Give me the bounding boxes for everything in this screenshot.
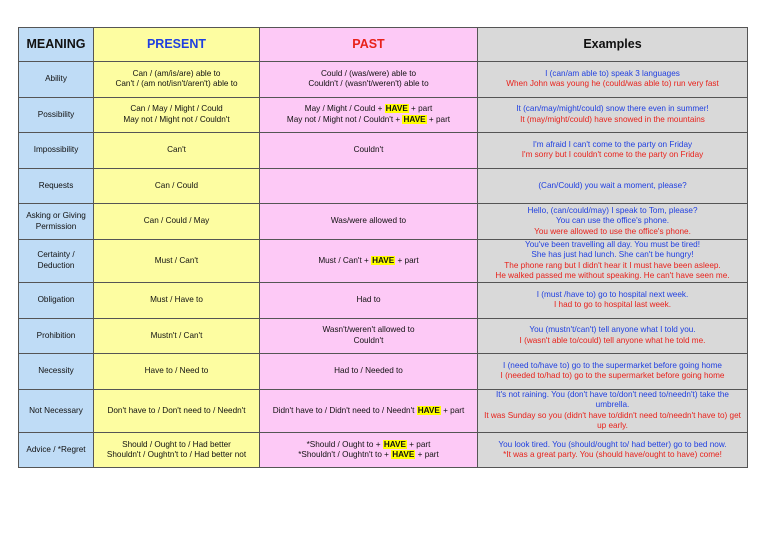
formula-text: May not / Might not / Couldn't +	[286, 114, 403, 124]
examples-cell	[478, 62, 748, 98]
formula-text: + part	[406, 439, 431, 449]
cell-line: Asking or Giving	[26, 211, 86, 221]
formula-text: Must / Can't +	[318, 255, 372, 265]
cell-line: Was/were allowed to	[330, 216, 407, 226]
present-cell	[94, 168, 260, 204]
past-cell	[260, 239, 478, 282]
cell-line: You look tired. You (should/ought to/ had better) go to bed now.	[498, 439, 727, 449]
examples-cell	[478, 354, 748, 390]
cell-line: Have to / Need to	[144, 366, 209, 376]
present-cell	[94, 133, 260, 169]
past-cell	[260, 282, 478, 318]
cell-line: It was Sunday so you (didn't have to/didn't need to/needn't have to) get up early.	[484, 410, 741, 431]
past-cell	[260, 133, 478, 169]
present-cell	[94, 432, 260, 468]
cell-line: Impossibility	[33, 145, 79, 155]
examples-cell	[478, 204, 748, 240]
header-row	[19, 28, 748, 62]
cell-line: Prohibition	[36, 330, 76, 340]
cell-line	[262, 104, 475, 115]
cell-line: Hello, (can/could/may) I speak to Tom, please?	[527, 205, 698, 215]
formula-text: + part	[426, 114, 451, 124]
row-impossibility	[19, 133, 748, 169]
present-cell	[94, 204, 260, 240]
row-permission	[19, 204, 748, 240]
cell-line: Can / (am/is/are) able to	[132, 68, 221, 78]
cell-line: You (mustn't/can't) tell anyone what I told you.	[529, 325, 696, 335]
examples-cell	[478, 97, 748, 133]
row-possibility	[19, 97, 748, 133]
cell-line: You've been travelling all day. You must be tired!	[525, 239, 700, 249]
cell-line: Couldn't	[353, 145, 384, 155]
cell-line: Possibility	[37, 109, 75, 119]
cell-line: Wasn't/weren't allowed to	[322, 325, 415, 335]
cell-line: Requests	[38, 180, 74, 190]
cell-line: I had to go to hospital last week.	[554, 300, 671, 310]
meaning-cell	[19, 282, 94, 318]
examples-cell	[478, 282, 748, 318]
cell-line: Deduction	[37, 260, 75, 270]
past-cell	[260, 62, 478, 98]
cell-line: Ability	[45, 74, 67, 84]
cell-line: You can use the office's phone.	[555, 216, 670, 226]
cell-line: Had to	[356, 295, 381, 305]
past-cell	[260, 168, 478, 204]
meaning-cell	[19, 239, 94, 282]
cell-line: Certainty /	[37, 250, 75, 260]
cell-line: *It was a great party. You (should have/ought to have) come!	[503, 450, 722, 460]
have-highlight: HAVE	[417, 405, 440, 415]
row-necessity	[19, 354, 748, 390]
cell-line: Must / Can't	[154, 255, 199, 265]
cell-line: It (can/may/might/could) snow there even in summer!	[516, 104, 709, 114]
meaning-cell	[19, 432, 94, 468]
cell-line: Can / Could	[154, 180, 199, 190]
meaning-cell	[19, 133, 94, 169]
cell-line: Had to / Needed to	[334, 366, 403, 376]
meaning-cell	[19, 318, 94, 354]
row-obligation	[19, 282, 748, 318]
row-ability	[19, 62, 748, 98]
header-examples: Examples	[478, 28, 748, 62]
cell-line: I (can/am able to) speak 3 languages	[545, 68, 680, 78]
row-prohibition	[19, 318, 748, 354]
row-requests	[19, 168, 748, 204]
formula-text: *Should / Ought to +	[306, 439, 383, 449]
cell-line: It's not raining. You (don't have to/don't need to/needn't) take the umbrella.	[496, 389, 729, 410]
have-highlight: HAVE	[372, 255, 395, 265]
present-cell	[94, 239, 260, 282]
cell-line: It (may/might/could) have snowed in the mountains	[520, 114, 705, 124]
cell-line: Can't	[167, 145, 186, 155]
cell-line: Obligation	[37, 295, 75, 305]
past-cell	[260, 97, 478, 133]
meaning-cell	[19, 204, 94, 240]
row-advice	[19, 432, 748, 468]
cell-line: (Can/Could) you wait a moment, please?	[538, 180, 687, 190]
cell-line: I (need to/have to) go to the supermarket before going home	[503, 360, 722, 370]
cell-line: Can / Could / May	[143, 216, 210, 226]
past-cell	[260, 204, 478, 240]
cell-line: Permission	[35, 221, 77, 231]
formula-text: + part	[415, 450, 439, 460]
examples-cell	[478, 168, 748, 204]
cell-line	[262, 115, 475, 126]
cell-line: He walked passed me without speaking. He can't have seen me.	[495, 271, 730, 281]
past-cell	[260, 354, 478, 390]
cell-line: Mustn't / Can't	[150, 330, 203, 340]
cell-line: Couldn't / (wasn't/weren't) able to	[308, 79, 429, 89]
cell-line: Advice / *Regret	[26, 444, 86, 454]
past-cell	[260, 432, 478, 468]
header-past: PAST	[260, 28, 478, 62]
have-highlight: HAVE	[383, 439, 406, 449]
cell-line: Don't have to / Don't need to / Needn't	[107, 405, 246, 415]
cell-line: May not / Might not / Couldn't	[123, 114, 230, 124]
meaning-cell	[19, 354, 94, 390]
cell-line	[262, 440, 475, 451]
cell-line: The phone rang but I didn't hear it I must have been asleep.	[504, 260, 721, 270]
have-highlight: HAVE	[385, 104, 408, 114]
cell-line: I (needed to/had to) go to the supermarket before going home	[500, 371, 725, 381]
examples-cell	[478, 432, 748, 468]
cell-line: You were allowed to use the office's phone.	[534, 226, 691, 236]
header-present: PRESENT	[94, 28, 260, 62]
formula-text: Didn't have to / Didn't need to / Needn't	[272, 405, 417, 415]
cell-line: I (wasn't able to/could) tell anyone what he told me.	[519, 335, 706, 345]
row-not-necessary	[19, 389, 748, 432]
cell-line: Can / May / Might / Could	[130, 104, 223, 114]
formula-text: + part	[408, 104, 433, 114]
row-certainty	[19, 239, 748, 282]
examples-cell	[478, 389, 748, 432]
have-highlight: HAVE	[403, 114, 426, 124]
examples-cell	[478, 318, 748, 354]
present-cell	[94, 62, 260, 98]
formula-text: + part	[440, 405, 465, 415]
cell-line	[262, 256, 475, 267]
examples-cell	[478, 239, 748, 282]
present-cell	[94, 354, 260, 390]
header-meaning: MEANING	[19, 28, 94, 62]
past-cell	[260, 318, 478, 354]
cell-line: Shouldn't / Oughtn't to / Had better not	[106, 450, 247, 460]
cell-line	[262, 406, 475, 417]
present-cell	[94, 97, 260, 133]
meaning-cell	[19, 97, 94, 133]
present-cell	[94, 389, 260, 432]
present-cell	[94, 318, 260, 354]
present-cell	[94, 282, 260, 318]
cell-line: Must / Have to	[150, 295, 203, 305]
formula-text: + part	[395, 255, 419, 265]
modal-verbs-table	[18, 27, 748, 468]
cell-line: Could / (was/were) able to	[320, 68, 417, 78]
cell-line: Should / Ought to / Had better	[122, 439, 231, 449]
meaning-cell	[19, 389, 94, 432]
cell-line: Can't / (am not/isn't/aren't) able to	[115, 79, 238, 89]
meaning-cell	[19, 62, 94, 98]
cell-line: Necessity	[38, 366, 74, 376]
cell-line: She has just had lunch. She can't be hungry!	[531, 250, 694, 260]
cell-line: I (must /have to) go to hospital next week.	[536, 289, 689, 299]
meaning-cell	[19, 168, 94, 204]
examples-cell	[478, 133, 748, 169]
past-cell	[260, 389, 478, 432]
cell-line: Not Necessary	[29, 405, 83, 415]
cell-line: Couldn't	[353, 335, 384, 345]
cell-line: When John was young he (could/was able to) run very fast	[506, 79, 719, 89]
cell-line: I'm afraid I can't come to the party on Friday	[532, 139, 693, 149]
cell-line	[262, 450, 475, 461]
have-highlight: HAVE	[392, 450, 415, 460]
formula-text: *Shouldn't / Oughtn't to +	[298, 450, 392, 460]
formula-text: May / Might / Could +	[304, 104, 385, 114]
cell-line: I'm sorry but I couldn't come to the party on Friday	[521, 150, 704, 160]
